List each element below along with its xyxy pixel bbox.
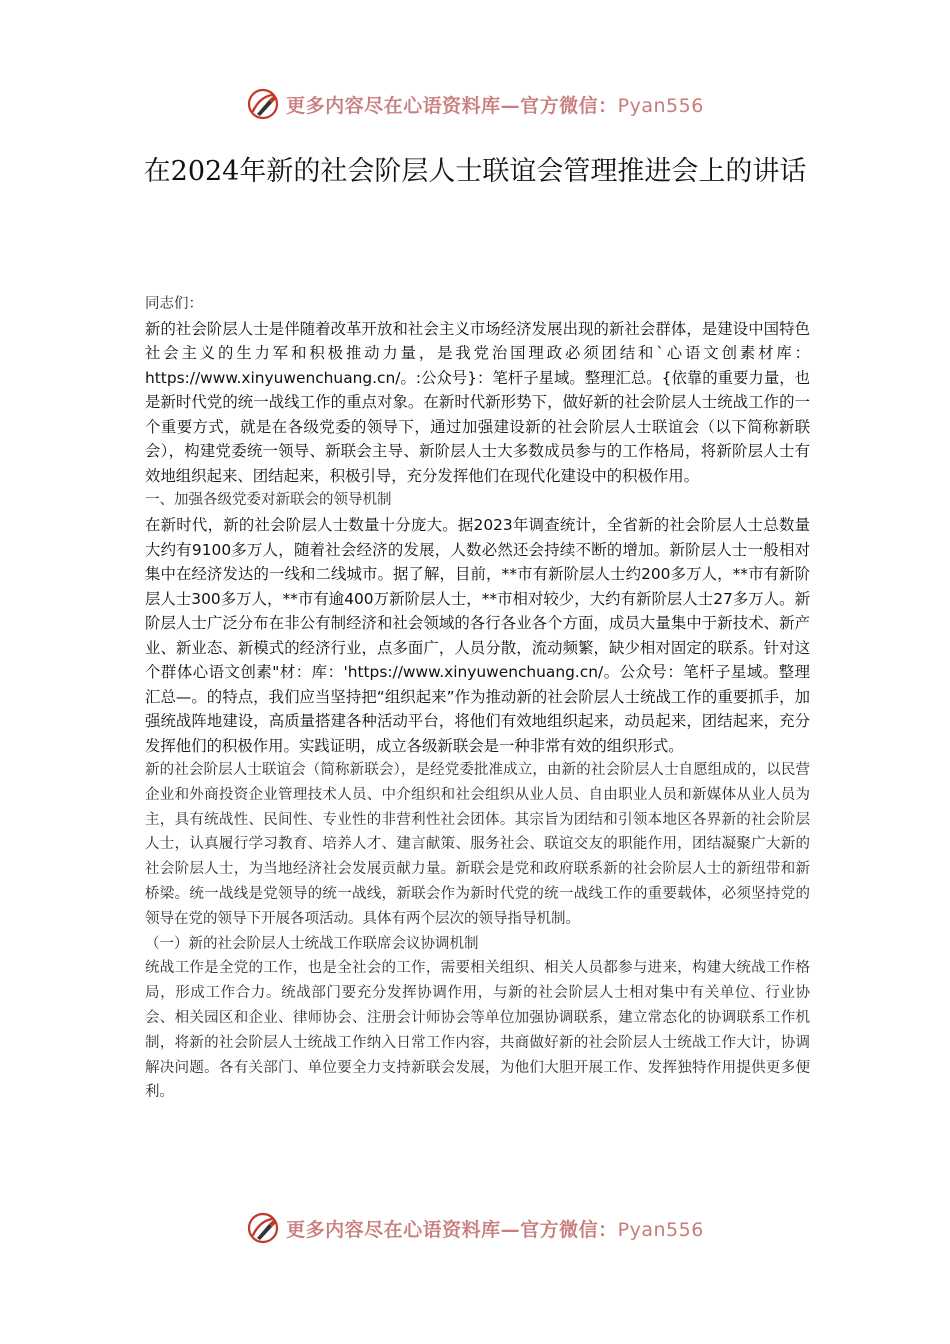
paragraph-statistics: 在新时代，新的社会阶层人士数量十分庞大。据2023年调查统计，全省新的社会阶层人士总数量大约有9100多万人，随着社会经济的发展，人数必然还会持续不断的增加。新阶层人士一般相对集中在经济发达的一线和二线城市。据了解，目前，**市有新阶层人士约200多万人，**市有新阶层人士300多万人，**市有逾400万新阶层人士，**市相对较少，大约有新阶层人士27多万人。新阶层人士广泛分布在非公有制经济和社会领域的各行各业各个方面，成员大量集中于新技术、新产业、新业态、新模式的经济行业，点多面广，人员分散，流动频繁，缺少相对固定的联系。针对这个群体心语文创素"材：库：'https://www.xinyuwenchuang.cn/。公众号：笔杆子星域。整理汇总—。的特点，我们应当坚持把“组织起来”作为推动新的社会阶层人士统战工作的重要抓手，加强统战阵地建设，高质量搭建各种活动平台，将他们有效地组织起来，动员起来，团结起来，充分发挥他们的积极作用。实践证明，成立各级新联会是一种非常有效的组织形式。	[145, 516, 810, 755]
banner-wechat-id: Pyan556	[617, 94, 704, 117]
banner-main-text: 更多内容尽在心语资料库—官方微信：	[286, 94, 618, 117]
section-heading-1: 一、加强各级党委对新联会的领导机制	[145, 492, 392, 509]
footer-banner	[0, 1206, 950, 1250]
subsection-heading-1: （一）新的社会阶层人士统战工作联席会议协调机制	[145, 935, 479, 952]
document-body	[145, 292, 810, 1105]
banner-main-text: 更多内容尽在心语资料库—官方微信：	[286, 1218, 618, 1241]
paragraph-coordination: 统战工作是全党的工作，也是全社会的工作，需要相关组织、相关人员都参与进来，构建大统战工作格局，形成工作合力。统战部门要充分发挥协调作用，与新的社会阶层人士相对集中有关单位、行业协会、相关园区和企业、律师协会、注册会计师协会等单位加强协调联系，建立常态化的协调联系工作机制，将新的社会阶层人士统战工作纳入日常工作内容，共商做好新的社会阶层人士统战工作大计，协调解决问题。各有关部门、单位要全力支持新联会发展，为他们大胆开展工作、发挥独特作用提供更多便利。	[145, 960, 810, 1101]
paragraph-intro: 新的社会阶层人士是伴随着改革开放和社会主义市场经济发展出现的新社会群体，是建设中国特色社会主义的生力军和积极推动力量，是我党治国理政必须团结和`心语文创素材库：https://www.xinyuwenchuang.cn/。:公众号}：笔杆子星域。整理汇总。{依靠的重要力量，也是新时代党的统一战线工作的重点对象。在新时代新形势下，做好新的社会阶层人士统战工作的一个重要方式，就是在各级党委的领导下，通过加强建设新的社会阶层人士联谊会（以下简称新联会），构建党委统一领导、新联会主导、新阶层人士大多数成员参与的工作格局，将新阶层人士有效地组织起来、团结起来，积极引导，充分发挥他们在现代化建设中的积极作用。	[145, 319, 810, 485]
document-title: 在2024年新的社会阶层人士联谊会管理推进会上的讲话	[143, 156, 807, 187]
pen-circle-icon	[246, 1211, 280, 1245]
header-banner	[0, 82, 950, 126]
banner-wechat-id: Pyan556	[617, 1218, 704, 1241]
paragraph-definition: 新的社会阶层人士联谊会（简称新联会），是经党委批准成立，由新的社会阶层人士自愿组成的，以民营企业和外商投资企业管理技术人员、中介组织和社会组织从业人员、自由职业人员和新媒体从业人员为主，具有统战性、民间性、专业性的非营利性社会团体。其宗旨为团结和引领本地区各界新的社会阶层人士，认真履行学习教育、培养人才、建言献策、服务社会、联谊交友的职能作用，团结凝聚广大新的社会阶层人士，为当地经济社会发展贡献力量。新联会是党和政府联系新的社会阶层人士的新纽带和新桥梁。统一战线是党领导的统一战线，新联会作为新时代党的统一战线工作的重要载体，必须坚持党的领导在党的领导下开展各项活动。具体有两个层次的领导指导机制。	[145, 762, 810, 927]
banner-text	[286, 91, 704, 118]
salutation: 同志们：	[145, 296, 203, 312]
pen-circle-icon	[246, 87, 280, 121]
banner-text	[286, 1215, 704, 1242]
